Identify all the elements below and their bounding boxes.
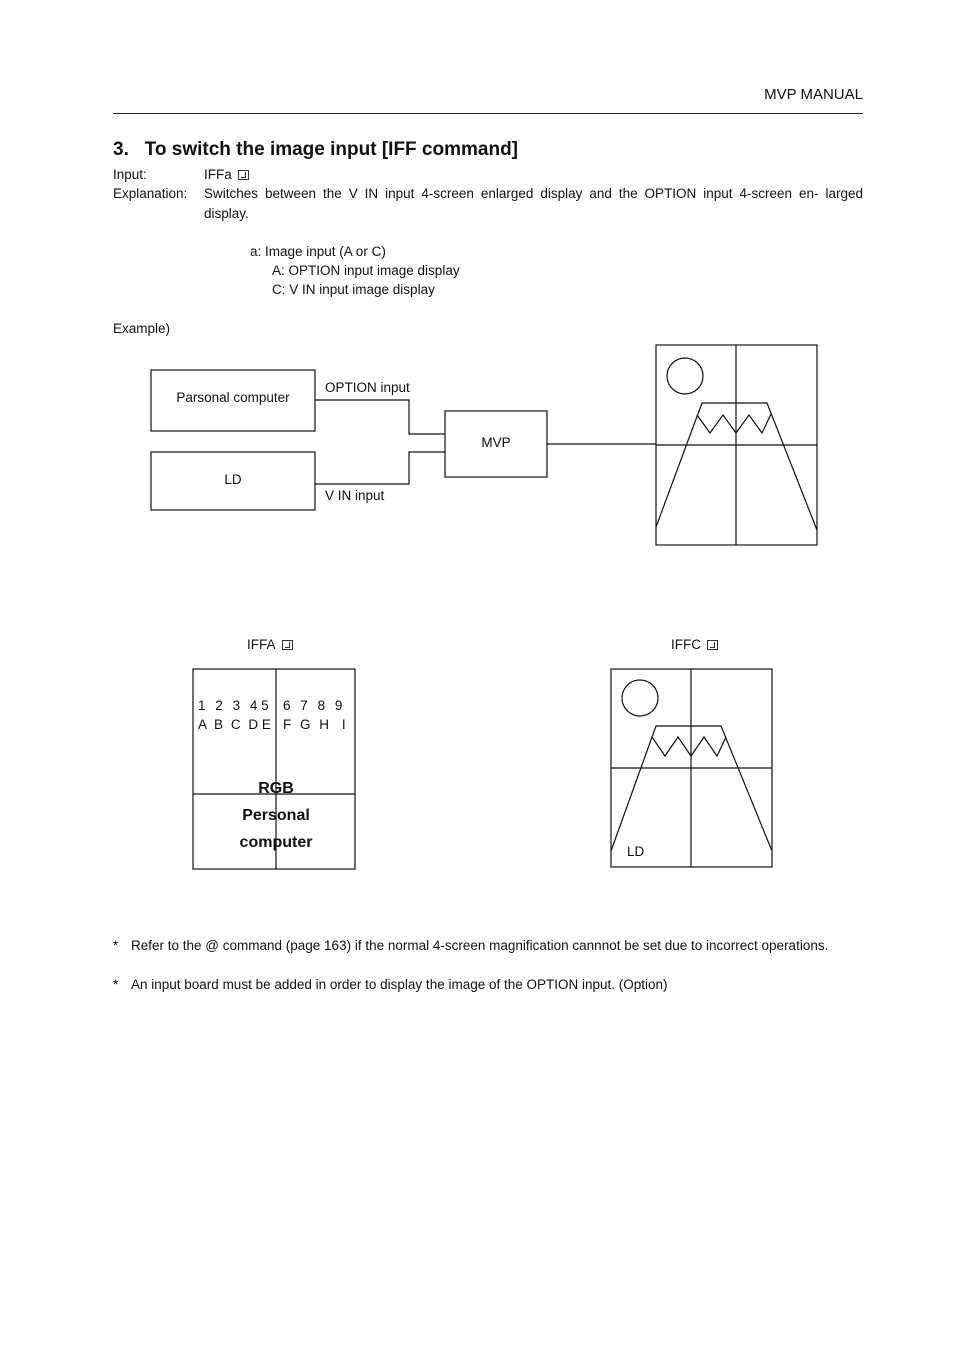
vin-connector (315, 452, 445, 484)
iffc-caption (671, 635, 718, 655)
iffa-numbers-left (198, 698, 269, 713)
grid-number: 7 (300, 698, 308, 713)
grid-letter: I (341, 717, 346, 732)
grid-number: 5 (261, 698, 269, 713)
grid-letter: E (261, 717, 271, 732)
mvp-box-label: MVP (481, 435, 511, 450)
grid-number: 9 (334, 698, 343, 713)
iffa-numbers-right (283, 698, 342, 713)
input-label: Input: (113, 167, 147, 182)
personal-label: Personal (242, 807, 310, 824)
grid-letter: F (283, 717, 292, 732)
grid-number: 6 (283, 698, 291, 713)
example-label: Example) (113, 321, 171, 336)
note-bullet: * (113, 938, 119, 953)
return-key-icon (707, 640, 718, 650)
grid-letter: D (248, 717, 259, 732)
input-command: IFFa (204, 167, 232, 182)
note-bullet: * (113, 977, 119, 992)
iffc-sun-icon (622, 680, 658, 716)
grid-number: 2 (215, 698, 223, 713)
note-item (113, 975, 863, 995)
section-title: 3. To switch the image input [IFF command] (113, 139, 519, 160)
iffc-snowcap-zigzag (652, 737, 726, 756)
grid-letter: C (230, 717, 241, 732)
grid-number: 1 (198, 698, 206, 713)
grid-letter: H (319, 717, 330, 732)
note-text: Refer to the @ command (page 163) if the normal 4-screen magnification cannnot be set due to incorrect operations. (131, 938, 829, 953)
param-A: A: OPTION input image display (272, 263, 460, 278)
vin-input-label: V IN input (325, 488, 385, 503)
explanation-label: Explanation: (113, 186, 188, 201)
iffa-letters-right (283, 717, 346, 732)
note-text: An input board must be added in order to display the image of the OPTION input. (Option) (131, 977, 668, 992)
param-C: C: V IN input image display (272, 282, 435, 297)
pc-box-label: Parsonal computer (176, 390, 290, 405)
sun-icon (667, 358, 703, 394)
param-a: a: Image input (A or C) (250, 244, 386, 259)
grid-letter: G (300, 717, 311, 732)
note-item (113, 936, 863, 956)
grid-letter: B (214, 717, 224, 732)
rgb-label: RGB (258, 780, 294, 797)
explanation-text: Switches between the V IN input 4-screen enlarged display and the OPTION input 4-screen en- larged display. (204, 186, 863, 221)
iffa-command: IFFA (247, 637, 276, 652)
grid-number: 3 (232, 698, 241, 713)
grid-number: 8 (317, 698, 326, 713)
snowcap-zigzag (697, 414, 771, 433)
option-input-label: OPTION input (325, 380, 410, 395)
iffa-letters-left (198, 717, 271, 732)
computer-label: computer (239, 834, 313, 851)
return-key-icon (282, 640, 293, 650)
grid-letter: A (198, 717, 207, 732)
iffa-caption (247, 635, 293, 655)
iffc-ld-label: LD (627, 844, 645, 859)
iffc-command: IFFC (671, 637, 701, 652)
manual-header-title: MVP MANUAL (764, 86, 863, 103)
option-connector (315, 400, 445, 434)
ld-box-label: LD (224, 472, 242, 487)
grid-number: 4 (249, 698, 258, 713)
